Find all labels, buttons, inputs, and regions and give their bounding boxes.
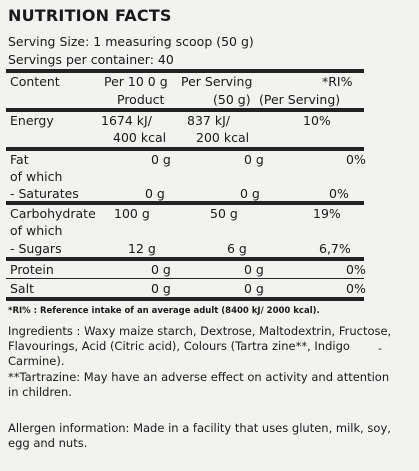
header-perserving-line2: (50 g): [213, 92, 251, 107]
sugars-label: - Sugars: [10, 241, 62, 256]
protein-serving: 0 g: [244, 262, 264, 277]
ri-footnote: *RI% : Reference intake of an average adult (8400 kJ/ 2000 kcal).: [8, 306, 320, 316]
saturates-serving: 0 g: [240, 186, 260, 201]
fat-ri: 0%: [346, 152, 366, 167]
header-per100-line1: Per 10 0 g: [104, 74, 168, 89]
protein-per100: 0 g: [151, 262, 171, 277]
allergen-information: Allergen information: Made in a facility that uses gluten, milk, soy, egg and nuts.: [8, 421, 391, 450]
fat-per100: 0 g: [151, 152, 171, 167]
carbohydrate-ri: 19%: [313, 206, 341, 221]
protein-label: Protein: [10, 262, 54, 277]
divider-thick-energy: [6, 147, 364, 151]
sugars-serving: 6 g: [227, 241, 247, 256]
divider-thick-carb: [6, 257, 364, 261]
fat-serving: 0 g: [244, 152, 264, 167]
carbohydrate-of-which: of which: [10, 223, 63, 238]
saturates-per100: 0 g: [145, 186, 165, 201]
divider-thin-protein: [6, 278, 364, 279]
saturates-label: - Saturates: [10, 186, 79, 201]
energy-serving-kcal: 200 kcal: [196, 130, 250, 145]
header-per100-line2: Product: [117, 92, 165, 107]
energy-serving-kj: 837 kJ/: [187, 113, 230, 128]
header-content: Content: [10, 74, 60, 89]
margin-dash: -: [378, 342, 382, 355]
divider-thick-header: [6, 108, 364, 112]
serving-size: Serving Size: 1 measuring scoop (50 g): [8, 34, 254, 49]
salt-serving: 0 g: [244, 281, 264, 296]
fat-of-which: of which: [10, 169, 63, 184]
carbohydrate-per100: 100 g: [114, 206, 150, 221]
sugars-per100: 12 g: [128, 241, 156, 256]
divider-thick-bottom: [6, 297, 364, 301]
header-perserving-line1: Per Serving: [181, 74, 253, 89]
sugars-ri: 6,7%: [319, 241, 351, 256]
salt-ri: 0%: [346, 281, 366, 296]
salt-per100: 0 g: [151, 281, 171, 296]
divider-thick-fat: [6, 201, 364, 205]
header-ri-line2: (Per Serving): [259, 92, 341, 107]
energy-per100-kj: 1674 kJ/: [101, 113, 152, 128]
servings-per-container: Servings per container: 40: [8, 52, 174, 67]
salt-label: Salt: [10, 281, 34, 296]
divider-thick-top: [6, 69, 364, 73]
carbohydrate-serving: 50 g: [210, 206, 238, 221]
fat-label: Fat: [10, 152, 29, 167]
tartrazine-warning: **Tartrazine: May have an adverse effect on activity and attention in children.: [8, 370, 390, 399]
protein-ri: 0%: [346, 262, 366, 277]
energy-ri: 10%: [303, 113, 331, 128]
energy-per100-kcal: 400 kcal: [113, 130, 167, 145]
energy-label: Energy: [10, 113, 54, 128]
header-ri-line1: *RI%: [322, 74, 353, 89]
ingredients-text: Ingredients : Waxy maize starch, Dextrose, Maltodextrin, Fructose, Flavourings, Acid (Citric acid), Colours (Tartra zine**, Indigo Carmine).: [8, 324, 392, 368]
carbohydrate-label: Carbohydrate: [10, 206, 96, 221]
nutrition-facts-title: NUTRITION FACTS: [8, 6, 172, 25]
saturates-ri: 0%: [329, 186, 349, 201]
